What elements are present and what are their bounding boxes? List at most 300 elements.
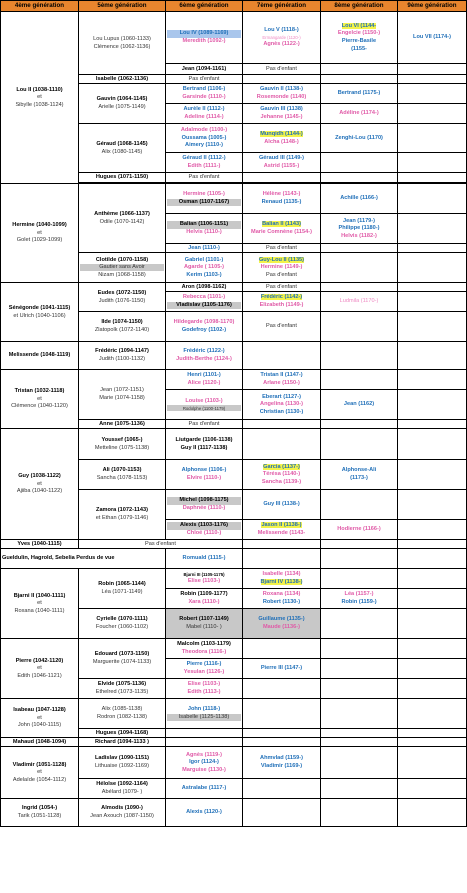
gen5-hugues: Hugues (1094-1168)	[79, 729, 166, 738]
person-name: Guy (1038-1122)	[18, 473, 61, 480]
empty-cell	[398, 679, 467, 699]
spouse-name: Guy II (1117-1138)	[180, 444, 228, 451]
spouse-name: Marguerite (1074-1133)	[92, 659, 152, 665]
person-name: Ahmvlad (1159-)	[260, 755, 303, 762]
person-name: Alphonse-Ali	[341, 467, 377, 474]
person-name: Robin (1065-1144)	[98, 581, 146, 588]
empty-cell	[243, 738, 321, 747]
spouse-name: Renaud (1135-)	[261, 199, 302, 205]
empty-cell	[243, 75, 321, 84]
person-name: Jason II (1138-)	[261, 522, 302, 529]
person-name: Jean (1072-1151)	[100, 387, 144, 394]
empty-cell	[398, 124, 467, 153]
person-name: Eberart (1127-)	[262, 393, 301, 400]
gen5-no-child: Pas d'enfant	[79, 540, 243, 549]
gen6-frederic	[166, 342, 243, 370]
gen6-liutgarde	[166, 429, 243, 460]
person-name: Balian (1106-1151)	[167, 221, 241, 229]
empty-cell	[321, 699, 398, 729]
spouse-name: Elise (1103-)	[187, 578, 221, 585]
gen5-alix	[79, 699, 166, 729]
person-name: Hermine (1040-1099)	[12, 222, 67, 229]
person-name: Sénégonde (1041-1115)	[8, 304, 71, 311]
gen5-almodis	[79, 799, 166, 827]
empty-cell	[398, 244, 467, 253]
person-name: Isabelle (1134)	[262, 571, 301, 578]
spouse-name: Meredith (1092-)	[182, 38, 226, 44]
empty-cell	[398, 747, 467, 779]
empty-cell	[398, 729, 467, 738]
empty-cell	[321, 173, 398, 183]
gen8-ludmila: Ludmila (1170-)	[321, 292, 398, 312]
person-name: Lou VI (1144-	[341, 22, 377, 29]
empty-cell	[398, 342, 467, 370]
sibling-dates: (1155-	[351, 45, 367, 52]
gen7-gauvin-ii	[243, 84, 321, 104]
spouse-name: Zlatopolk (1072-1140)	[94, 327, 150, 333]
spouse-name: Mabel (1110- )	[186, 624, 222, 630]
spouse-name: Hermine (1149-)	[260, 264, 303, 271]
gen6-jean: Jean (1094-1161)	[166, 64, 243, 75]
person-name: Louise (1103-)	[185, 398, 223, 405]
gen5-robin	[79, 569, 166, 609]
empty-cell	[398, 153, 467, 173]
spouse-name: Térésa (1140-)	[262, 471, 301, 478]
gen7-isabelle	[243, 569, 321, 589]
gen7-eberart	[243, 390, 321, 420]
empty-cell	[398, 292, 467, 312]
connector-text: et	[37, 94, 42, 101]
gen6-balian	[166, 214, 243, 244]
person-name: Lou II (1038-1110)	[16, 86, 63, 93]
spouse-name: Arielle (1075-1149)	[98, 104, 146, 110]
spouse-name: John (1040-1115)	[17, 722, 62, 729]
person-name: Pierre (1116-)	[186, 661, 222, 668]
gen8-jean: Jean (1162)	[321, 390, 398, 420]
sibling-name: Robin (1159-)	[341, 599, 377, 605]
spouse-name: Yesulan (1126-)	[183, 669, 225, 675]
gen6-alexis	[166, 520, 243, 540]
person-name: Frédéric (1122-)	[183, 348, 225, 355]
person-name: Robin (1109-1177)	[180, 591, 228, 598]
sibling-name: Helvis (1182-)	[341, 232, 377, 239]
gen6-aron: Aron (1098-1162)	[166, 283, 243, 292]
spouse-name: Golet (1029-1099)	[16, 237, 63, 244]
gen8-bertrand: Bertrand (1175-)	[321, 84, 398, 104]
gen5-clotilde	[79, 253, 166, 283]
person-name: Hildegarde (1098-1170)	[173, 319, 235, 326]
gen4-hermine	[1, 184, 79, 283]
spouse-name: Garsinde (1110-)	[182, 94, 226, 100]
empty-cell	[398, 64, 467, 75]
gen7-no-child: Pas d'enfant	[243, 244, 321, 253]
empty-cell	[243, 679, 321, 699]
gen7-geraud-iii	[243, 153, 321, 173]
gen6-hermine	[166, 184, 243, 214]
person-name: Bjarni II (1040-1111)	[13, 592, 66, 599]
person-name: Balian II (1143)	[262, 221, 301, 228]
gen6-no-child: Pas d'enfant	[166, 173, 243, 183]
header-gen4: 4ème génération	[1, 1, 79, 12]
gen8-alphonse-ali	[321, 460, 398, 490]
person-name: Hermine (1105-)	[183, 191, 225, 198]
person-name: Jean (1179-)	[342, 217, 376, 224]
gen4-ingrid	[1, 799, 79, 827]
gen5-elvide	[79, 679, 166, 699]
person-name: Frédéric (1094-1147)	[95, 348, 149, 355]
person-name: Héloïse (1092-1164)	[96, 781, 148, 788]
person-name: Michel (1098-1175)	[167, 497, 241, 505]
gen7-gauvin-iii	[243, 104, 321, 124]
gen5-richard: Richard (1094-1133 )	[79, 738, 166, 747]
gen8-jean	[321, 214, 398, 244]
empty-cell	[321, 490, 398, 520]
spouse-name: Ethelred (1073-1135)	[95, 689, 149, 695]
sibling-name: Kerim (1103-)	[186, 271, 222, 278]
empty-cell	[398, 184, 467, 214]
gen8-achille: Achille (1166-)	[321, 184, 398, 214]
spouse-name: Adeline (1114-)	[184, 114, 224, 120]
gen7-balian-ii	[243, 214, 321, 244]
header-row	[1, 1, 467, 12]
connector-text: et	[37, 600, 42, 607]
empty-cell	[321, 283, 398, 292]
person-name: Rebecca (1101-)	[182, 294, 226, 301]
empty-cell	[398, 312, 467, 342]
person-name: Lou Lupus (1060-1133)	[93, 35, 151, 42]
gen6-rebecca	[166, 292, 243, 312]
gen7-munqidh	[243, 124, 321, 153]
person-name: Zamora (1072-1143)	[96, 507, 148, 514]
empty-cell	[243, 799, 321, 827]
person-name: Tristan II (1147-)	[260, 372, 303, 379]
spouse-name: Marie (1074-1158)	[99, 395, 145, 401]
gen6-adalmode	[166, 124, 243, 153]
empty-cell	[243, 549, 321, 569]
person-name: Alix (1085-1138)	[101, 706, 143, 713]
gen5-zamora	[79, 490, 166, 540]
person-name: Robert (1107-1149)	[179, 616, 229, 623]
gen8-adeline: Adéline (1174-)	[321, 104, 398, 124]
no-child-note: Pas d'enfant	[266, 271, 297, 278]
spouse-name: Judith-Berthe (1124-)	[176, 356, 232, 362]
spouse-name: Astrid (1155-)	[263, 163, 300, 169]
person-name: Géraud II (1112-)	[182, 155, 226, 162]
gen7-guillaume	[243, 609, 321, 639]
spouse-name: Godefroy (1102-)	[181, 327, 227, 333]
empty-cell	[398, 75, 467, 84]
empty-cell	[321, 747, 398, 779]
spouse-name: et Ulrich (1040-1106)	[13, 312, 66, 319]
person-name: Gauvin II (1138-)	[260, 86, 303, 93]
empty-cell	[321, 569, 398, 589]
spouse-name: Lithuaise (1092-1169)	[94, 763, 149, 769]
gen5-isabelle: Isabelle (1062-1136)	[79, 75, 166, 84]
sibling-name: Maude (1136-)	[263, 624, 300, 630]
person-name: Ingrid (1054-)	[21, 805, 58, 812]
gen7-garcia	[243, 460, 321, 490]
gen6-elise	[166, 679, 243, 699]
spouse-name: Melissende (1143-	[257, 530, 306, 536]
empty-cell	[321, 429, 398, 460]
empty-cell	[321, 738, 398, 747]
person-name: Cyrielle (1070-1111)	[96, 616, 148, 623]
gen6-robert	[166, 609, 243, 639]
spouse-name: Ajiiba (1040-1122)	[16, 488, 63, 495]
person-name: Edouard (1073-1150)	[94, 651, 150, 658]
gen6-bertrand	[166, 84, 243, 104]
spouse-name: Osman (1107-1167)	[167, 199, 241, 207]
gen7-pierre-iii: Pierre III (1147-)	[243, 659, 321, 679]
empty-cell	[398, 639, 467, 659]
gen8-lea	[321, 589, 398, 609]
person-name: Roxana (1134)	[262, 591, 301, 598]
gen5-youssef	[79, 429, 166, 460]
empty-cell	[166, 729, 243, 738]
spouse-name: Daphnée (1110-)	[182, 505, 226, 511]
gen5-geraud	[79, 124, 166, 173]
gen4-melissende: Melissende (1048-1119)	[1, 342, 79, 370]
gen6-hildegarde	[166, 312, 243, 342]
empty-cell	[321, 799, 398, 827]
person-name: Aurèle II (1112-)	[183, 106, 225, 113]
gen8-lou-vi	[321, 12, 398, 64]
person-name: Ilde (1074-1150)	[101, 319, 143, 326]
connector-text: et	[37, 665, 42, 672]
spouse-name: Engelcie (1150-)	[337, 30, 381, 37]
person-name: Hélène (1143-)	[262, 191, 301, 198]
connector-text: et	[37, 769, 42, 776]
gen6-john	[166, 699, 243, 729]
empty-cell	[321, 549, 398, 569]
empty-cell	[398, 460, 467, 490]
empty-cell	[321, 342, 398, 370]
empty-cell	[321, 370, 398, 390]
gen5-ilde	[79, 312, 166, 342]
empty-cell	[321, 64, 398, 75]
spouse-name: Arlane (1150-)	[263, 380, 300, 386]
person-name: Vladimir (1051-1128)	[12, 761, 67, 768]
empty-cell	[243, 729, 321, 738]
spouse-name: Judith (1100-1132)	[98, 356, 146, 362]
person-name: Liutgarde (1106-1138)	[175, 436, 233, 443]
empty-cell	[321, 779, 398, 799]
spouse-name: Elvire (1110-)	[186, 475, 222, 481]
gen5-lou-lupus	[79, 12, 166, 75]
empty-cell	[321, 244, 398, 253]
sibling-name: Agnès (1122-)	[263, 41, 300, 47]
header-gen6: 6ème génération	[166, 1, 243, 12]
spouse-name: Angelina (1130-)	[260, 401, 303, 408]
spouse-name: Rosemonde (1140)	[256, 94, 307, 100]
sibling-name: Robert (1130-)	[262, 599, 301, 605]
gen6-michel	[166, 490, 243, 520]
spouse-name: Aïcha (1148-)	[264, 138, 299, 145]
gen6-alexis: Alexis (1120-)	[166, 799, 243, 827]
gen5-eudes	[79, 283, 166, 312]
gen6-no-child: Pas d'enfant	[166, 420, 243, 429]
person-name: Guillaume (1135-)	[258, 616, 305, 623]
spouse-name: Agarde ( 1105-)	[183, 264, 225, 271]
empty-cell	[398, 420, 467, 429]
person-name: Bertrand (1106-)	[182, 86, 226, 93]
gen6-astralabe: Astralabe (1117-)	[166, 779, 243, 799]
person-name: Henri (1101-)	[187, 372, 221, 379]
gen6-louise	[166, 390, 243, 420]
header-gen7: 7ème génération	[243, 1, 321, 12]
empty-cell	[398, 283, 467, 292]
empty-cell	[321, 253, 398, 283]
spouse-name: Ermangarde (1120-)	[262, 35, 301, 40]
empty-cell	[398, 104, 467, 124]
person-name: Ladislav (1090-1151)	[94, 755, 150, 762]
person-name: Bjarni III (1105-1175)	[183, 572, 225, 578]
gen6-pierre	[166, 659, 243, 679]
empty-cell	[321, 679, 398, 699]
spouse-name: Xara (1110-)	[188, 599, 220, 605]
gen6-lou-iv	[166, 12, 243, 64]
empty-cell	[243, 779, 321, 799]
gen4-vladimir	[1, 747, 79, 799]
person-name: Elise (1103-)	[187, 681, 221, 688]
spouse-name: Elizabeth (1149-)	[259, 302, 304, 308]
gen7-ahmvlad	[243, 747, 321, 779]
empty-cell	[398, 370, 467, 390]
person-name: Gauvin (1064-1145)	[96, 96, 148, 103]
gen6-bjarni-iii	[166, 569, 243, 589]
sibling-name: Christian (1130-)	[259, 408, 304, 415]
connector-text: et	[37, 395, 42, 402]
spouse-name: Odile (1070-1142)	[99, 218, 145, 225]
gen4-guy	[1, 429, 79, 540]
person-name: Alphonse (1106-)	[181, 467, 227, 474]
gen6-alphonse	[166, 460, 243, 490]
empty-cell	[398, 84, 467, 104]
spouse-name: et Ethan (1079-1146)	[95, 515, 149, 521]
sibling-name: Sancha (1139-)	[261, 478, 302, 485]
person-name: Munqidh (1144-)	[260, 130, 303, 137]
person-name: John (1118-)	[187, 706, 221, 713]
gen4-lost-siblings: Gueldulin, Hagrold, Sebelia Perdus de vue	[1, 549, 166, 569]
person-name: Guy-Lou II (1135)	[258, 256, 305, 263]
sibling-name: Pierre-Basile	[341, 38, 377, 44]
person-name: Agnès (1119-)	[185, 751, 223, 758]
empty-cell	[398, 549, 467, 569]
spouse-note: Gautier sans Avoir	[80, 264, 164, 272]
gen6-malcolm	[166, 639, 243, 659]
person-name: Gauvin III (1138)	[260, 106, 303, 113]
sibling-name: Edith (1113-)	[187, 689, 221, 695]
empty-cell	[321, 540, 398, 549]
gen5-antheme	[79, 184, 166, 253]
gen6-agnes	[166, 747, 243, 779]
gen6-gabriel	[166, 253, 243, 283]
gen6-henri	[166, 370, 243, 390]
empty-cell	[398, 429, 467, 460]
spouse-name: Sancha (1078-1153)	[96, 475, 148, 481]
spouse-name: Roxana (1040-1111)	[14, 607, 65, 614]
person-name: Frédéric (1142-)	[260, 294, 303, 301]
empty-cell	[321, 153, 398, 173]
empty-cell	[243, 420, 321, 429]
spouse-name: Theodora (1116-)	[181, 649, 227, 655]
sibling-name: Marguise (1130-)	[182, 766, 226, 773]
spouse-name: Helvis (1110-)	[186, 229, 222, 235]
gen7-lou-v	[243, 12, 321, 64]
gen9-lou-vii	[398, 12, 467, 64]
empty-cell	[398, 253, 467, 283]
empty-cell	[398, 540, 467, 549]
gen5-edouard	[79, 639, 166, 679]
empty-cell	[398, 659, 467, 679]
spouse-name: Rodolphe (1100-1179)	[167, 405, 241, 411]
empty-cell	[321, 729, 398, 738]
gen5-ali	[79, 460, 166, 490]
spouse-name: Alice (1120-)	[187, 380, 221, 386]
gen7-jason-ii	[243, 520, 321, 540]
gen6-no-child: Pas d'enfant	[166, 75, 243, 84]
person-name: Lou V (1118-)	[264, 27, 299, 34]
empty-cell	[398, 589, 467, 609]
person-dates: (1173-)	[350, 475, 368, 481]
gen5-hugues: Hugues (1071-1150)	[79, 173, 166, 183]
gen4-bjarni-ii	[1, 569, 79, 639]
gen7-helene	[243, 184, 321, 214]
sibling-name: Philippe (1180-)	[338, 225, 380, 232]
person-name: Youssef (1065-)	[101, 436, 143, 443]
connector-text: et	[37, 714, 42, 721]
sibling-name: Vladimir (1169-)	[260, 763, 303, 769]
spouse-name: Jehanne (1145-)	[260, 114, 303, 120]
person-name: Adalmode (1100-)	[180, 127, 228, 134]
empty-cell	[243, 342, 321, 370]
person-name: Anthème (1066-1137)	[94, 210, 150, 217]
empty-cell	[398, 214, 467, 244]
spouse-name: Vladislav (1105-1176)	[167, 302, 241, 310]
gen4-isabeau	[1, 699, 79, 738]
header-gen5: 5ème génération	[79, 1, 166, 12]
spouse-name: Chloé (1110-)	[186, 530, 222, 536]
empty-cell	[243, 429, 321, 460]
person-name: Garcia (1137-)	[263, 463, 300, 470]
gen4-pierre	[1, 639, 79, 699]
header-gen9: 9ème génération	[398, 1, 467, 12]
person-name: Almodis (1090-)	[101, 805, 143, 812]
person-name: Ali (1070-1153)	[102, 467, 142, 474]
person-name: Lou IV (1089-1169)	[167, 30, 241, 38]
spouse-name: Abélard (1079- )	[101, 789, 143, 795]
gen5-jean	[79, 370, 166, 420]
gen7-tristan-ii	[243, 370, 321, 390]
gen4-yves: Yves (1040-1115)	[1, 540, 79, 549]
person-name: Clotilde (1070-1158)	[95, 256, 149, 263]
spouse-name: Foucher (1060-1102)	[95, 624, 149, 630]
person-name: Géraud III (1149-)	[258, 155, 305, 162]
empty-cell	[321, 312, 398, 342]
spouse-name: Judith (1076-1150)	[98, 297, 146, 304]
empty-cell	[243, 173, 321, 183]
person-name: Pierre (1042-1120)	[15, 657, 64, 664]
empty-cell	[243, 699, 321, 729]
gen8-hodierne: Hodierne (1166-)	[321, 520, 398, 540]
gen6-romuald: Romuald (1115-)	[166, 549, 243, 569]
spouse-name: Clémence (1062-1136)	[93, 43, 151, 50]
spouse-name: Oussama (1005-)	[181, 134, 227, 141]
spouse-name: Adelaïde (1054-1112)	[12, 776, 67, 783]
gen8-zenghi-lou: Zenghi-Lou (1170)	[321, 124, 398, 153]
spouse-name: Jean Axouch (1087-1150)	[90, 813, 154, 819]
empty-cell	[398, 569, 467, 589]
